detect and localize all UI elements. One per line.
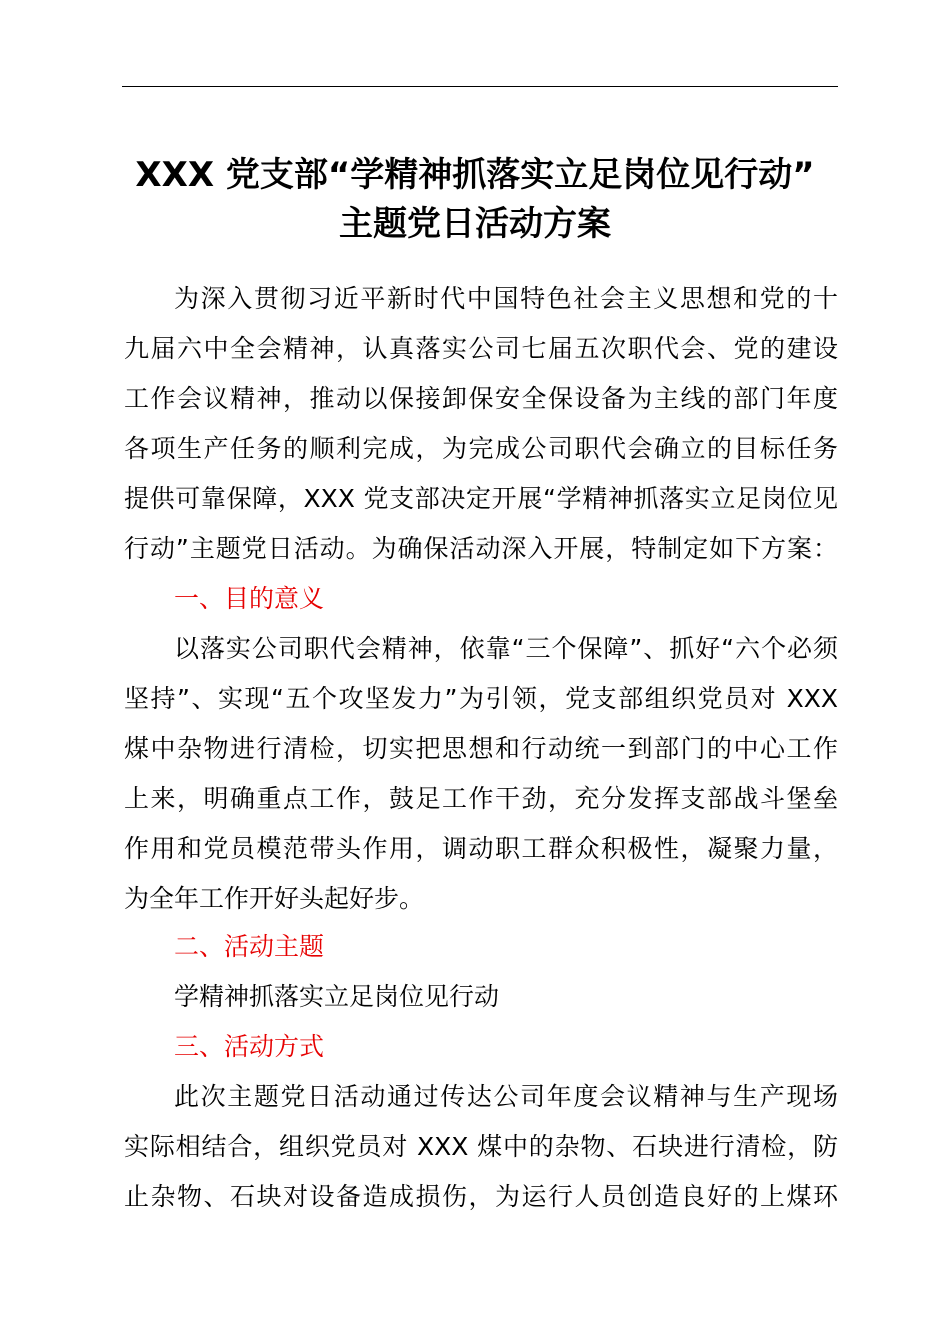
title-line-1-text: 党支部“学精神抓落实立足岗位见行动” [214, 155, 815, 195]
purpose-line: 上来，明确重点工作，鼓足工作干劲，充分发挥支部战斗堡垒 [124, 784, 838, 813]
section-heading-method: 三、活动方式 [174, 1032, 325, 1061]
purpose-line: 为全年工作开好头起好步。 [124, 884, 425, 913]
document-title-line-2: 主题党日活动方案 [339, 204, 611, 244]
title-prefix: XXX [135, 155, 215, 195]
purpose-line: 作用和党员模范带头作用，调动职工群众积极性，凝聚力量， [124, 834, 838, 863]
intro-line: 提供可靠保障，XXX 党支部决定开展“学精神抓落实立足岗位见 [124, 484, 838, 513]
intro-line: 为深入贯彻习近平新时代中国特色社会主义思想和党的十 [174, 284, 838, 313]
section-heading-theme: 二、活动主题 [174, 932, 325, 961]
intro-line: 工作会议精神，推动以保接卸保安全保设备为主线的部门年度 [124, 384, 838, 413]
theme-text: 学精神抓落实立足岗位见行动 [174, 982, 500, 1011]
intro-line: 九届六中全会精神，认真落实公司七届五次职代会、党的建设 [124, 334, 838, 363]
header-rule [122, 86, 838, 87]
method-line: 此次主题党日活动通过传达公司年度会议精神与生产现场 [174, 1082, 838, 1111]
intro-line: 各项生产任务的顺利完成，为完成公司职代会确立的目标任务 [124, 434, 838, 463]
purpose-line: 以落实公司职代会精神，依靠“三个保障”、抓好“六个必须 [174, 634, 838, 663]
purpose-line: 坚持”、实现“五个攻坚发力”为引领，党支部组织党员对 XXX [124, 684, 838, 713]
method-line: 实际相结合，组织党员对 XXX 煤中的杂物、石块进行清检，防 [124, 1132, 838, 1161]
method-line: 止杂物、石块对设备造成损伤，为运行人员创造良好的上煤环 [124, 1182, 838, 1211]
document-title-line-1 [100, 150, 850, 200]
section-heading-purpose: 一、目的意义 [174, 584, 325, 613]
intro-line: 行动”主题党日活动。为确保活动深入开展，特制定如下方案： [124, 534, 838, 563]
purpose-line: 煤中杂物进行清检，切实把思想和行动统一到部门的中心工作 [124, 734, 838, 763]
